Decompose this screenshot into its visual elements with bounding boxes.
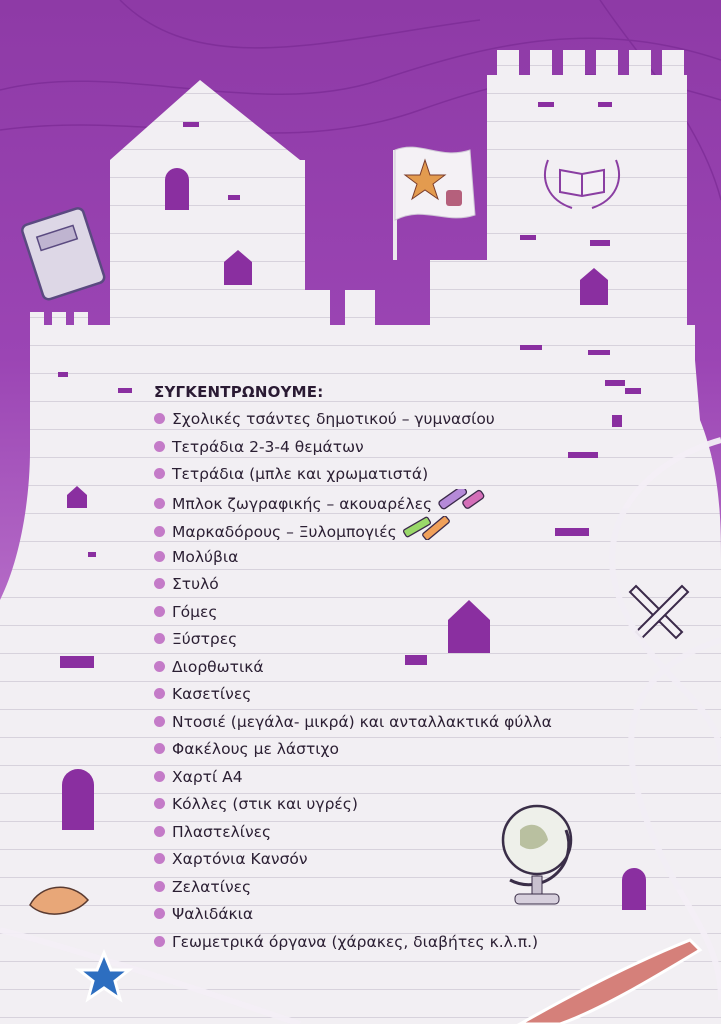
bullet-icon bbox=[154, 606, 165, 617]
bullet-icon bbox=[154, 413, 165, 424]
window bbox=[622, 868, 646, 910]
bullet-icon bbox=[154, 551, 165, 562]
bullet-icon bbox=[154, 936, 165, 947]
list-items bbox=[154, 406, 594, 956]
list-item bbox=[154, 654, 594, 682]
list-item-text: Διορθωτικά bbox=[172, 657, 264, 676]
list-item-text: Σχολικές τσάντες δημοτικού – γυμνασίου bbox=[172, 410, 495, 428]
list-item-text: Κασετίνες bbox=[172, 685, 252, 703]
list-heading: ΣΥΓΚΕΝΤΡΩΝΟΥΜΕ: bbox=[154, 383, 324, 401]
bullet-icon bbox=[154, 468, 165, 479]
list-item bbox=[154, 434, 594, 462]
list-item-text: Φακέλους με λάστιχο bbox=[172, 740, 339, 758]
window bbox=[62, 769, 94, 830]
list-item bbox=[154, 791, 594, 819]
list-item bbox=[154, 461, 594, 489]
list-item bbox=[154, 901, 594, 929]
list-item bbox=[154, 599, 594, 627]
right-tower bbox=[487, 75, 687, 355]
bullet-icon bbox=[154, 578, 165, 589]
bullet-icon bbox=[154, 908, 165, 919]
list-item bbox=[154, 516, 594, 544]
list-item-text: Γεωμετρικά όργανα (χάρακες, διαβήτες κ.λ.π.) bbox=[172, 932, 539, 951]
book-icon bbox=[21, 207, 106, 301]
list-item-text: Μαρκαδόρους – Ξυλομπογιές bbox=[172, 523, 397, 541]
list-item bbox=[154, 736, 594, 764]
list-item bbox=[154, 709, 594, 737]
list-item-text: Στυλό bbox=[172, 575, 219, 593]
list-item-text: Ξύστρες bbox=[172, 630, 238, 648]
list-item-text: Ζελατίνες bbox=[172, 877, 252, 896]
list-item bbox=[154, 571, 594, 599]
list-item bbox=[154, 681, 594, 709]
flag-icon bbox=[395, 147, 475, 260]
list-item-text: Τετράδια 2-3-4 θεμάτων bbox=[172, 437, 364, 456]
ink-bottle-icon bbox=[446, 190, 462, 206]
list-item-text: Γόμες bbox=[172, 602, 218, 621]
list-item-text: Ντοσιέ (μεγάλα- μικρά) και ανταλλακτικά φύλλα bbox=[172, 712, 552, 731]
list-item bbox=[154, 626, 594, 654]
bullet-icon bbox=[154, 526, 165, 537]
bullet-icon bbox=[154, 853, 165, 864]
list-item-text: Χαρτόνια Κανσόν bbox=[172, 850, 308, 868]
list-item bbox=[154, 544, 594, 572]
supply-list bbox=[154, 378, 594, 956]
list-item bbox=[154, 489, 594, 517]
list-item-text: Χαρτί Α4 bbox=[172, 767, 243, 786]
bullet-icon bbox=[154, 441, 165, 452]
list-item bbox=[154, 929, 594, 957]
list-item bbox=[154, 846, 594, 874]
bullet-icon bbox=[154, 498, 165, 509]
list-item-text: Κόλλες (στικ και υγρές) bbox=[172, 795, 358, 813]
list-item-text: Πλαστελίνες bbox=[172, 822, 272, 841]
bullet-icon bbox=[154, 688, 165, 699]
list-item-text: Μολύβια bbox=[172, 547, 239, 566]
list-item-text: Ψαλιδάκια bbox=[172, 905, 254, 923]
bullet-icon bbox=[154, 716, 165, 727]
bullet-icon bbox=[154, 771, 165, 782]
bullet-icon bbox=[154, 881, 165, 892]
left-tower-roof bbox=[110, 80, 300, 160]
bullet-icon bbox=[154, 633, 165, 644]
list-item bbox=[154, 764, 594, 792]
list-item bbox=[154, 874, 594, 902]
bullet-icon bbox=[154, 826, 165, 837]
bullet-icon bbox=[154, 743, 165, 754]
list-item bbox=[154, 819, 594, 847]
list-item-text: Μπλοκ ζωγραφικής – ακουαρέλες bbox=[172, 494, 433, 513]
bullet-icon bbox=[154, 798, 165, 809]
list-item-text: Τετράδια (μπλε και χρωματιστά) bbox=[172, 465, 429, 483]
list-item bbox=[154, 406, 594, 434]
left-tower bbox=[110, 160, 305, 330]
bullet-icon bbox=[154, 661, 165, 672]
window bbox=[165, 168, 189, 210]
